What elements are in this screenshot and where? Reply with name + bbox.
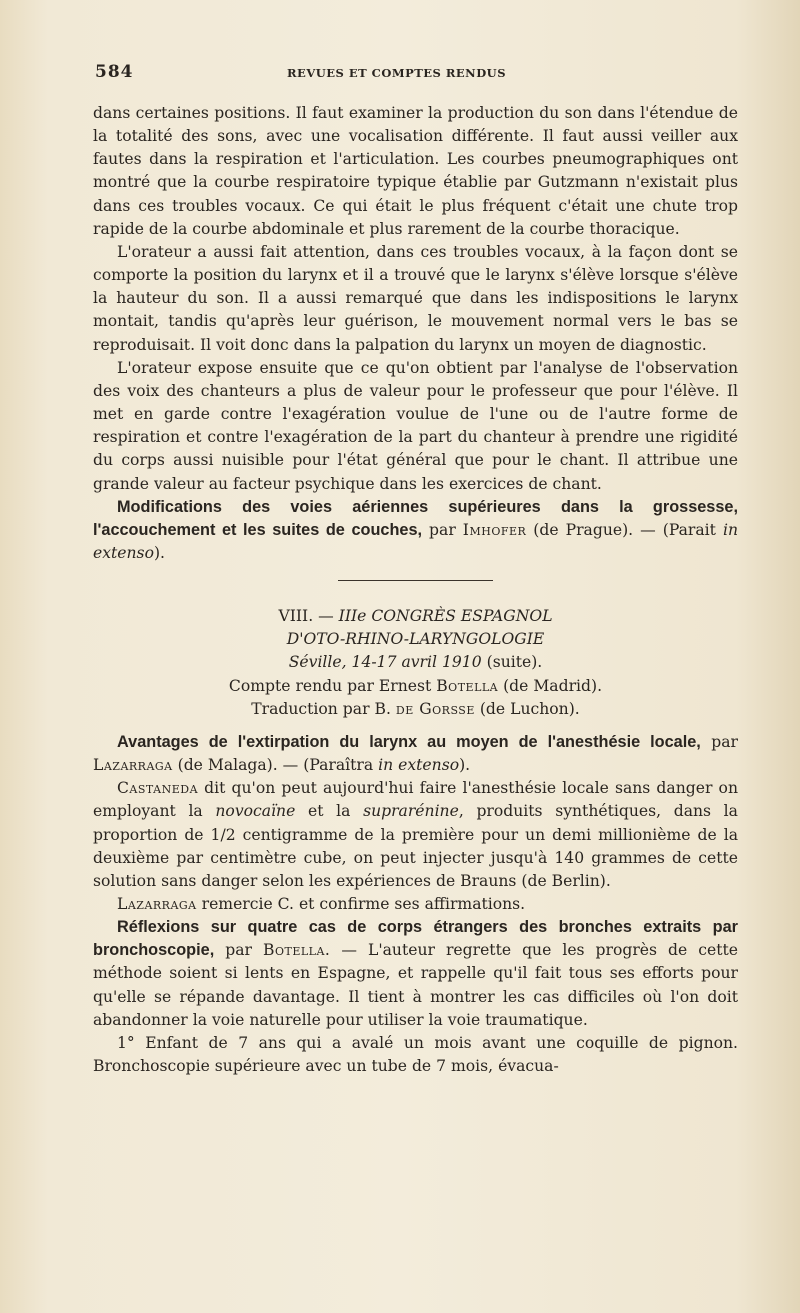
congress-dates: Séville, 14-17 avril 1910: [288, 653, 482, 672]
paper-title: Réflexions sur quatre cas de corps étrangers des bronches extraits par bronchoscopie,: [93, 918, 738, 960]
paper-entry: Avantages de l'extirpation du larynx au moyen de l'anesthésie locale, par Lazarraga (de Malaga). — (Paraîtra in extenso).: [93, 732, 738, 775]
author-name: Botella.: [263, 941, 331, 960]
paper-entry: Réflexions sur quatre cas de corps étrangers des bronches extraits par bronchoscopie, par Botella. — L'auteur regrette que les progrès de cette méthode soient si lents en Espagne, et rappelle qu'il fait tous ses efforts pour qu'elle se répande davantage. Il tient à montrer les cas difficiles où l'on doit abandonner la voie naturelle pour utiliser la voie traumatique.: [93, 918, 738, 1029]
author-name: Lazarraga: [93, 756, 173, 775]
author-name: Lazarraga: [117, 895, 197, 913]
section-heading: VIII. — IIIe CONGRÈS ESPAGNOL D'OTO-RHINO-LARYNGOLOGIE Séville, 14-17 avril 1910 (suite). Compte rendu par Ernest Botella (de Madrid). Traduction par B. de Gorsse (de Luchon).: [93, 605, 738, 721]
paper-title: Modifications des voies aériennes supérieures dans la grossesse, l'accouchement et les suites de couches,: [93, 497, 738, 539]
paragraph: 1° Enfant de 7 ans qui a avalé un mois avant une coquille de pignon. Bronchoscopie supérieure avec un tube de 7 mois, évacua-: [93, 1033, 738, 1076]
paper-title: Avantages de l'extirpation du larynx au moyen de l'anesthésie locale,: [117, 732, 701, 751]
paragraph: Lazarraga remercie C. et confirme ses affirmations.: [117, 895, 526, 913]
author-name: Castaneda: [117, 779, 199, 798]
article-body: [93, 102, 738, 1078]
section-divider: [338, 580, 493, 581]
congress-subtitle: D'OTO-RHINO-LARYNGOLOGIE: [286, 630, 545, 649]
paragraph: L'orateur a aussi fait attention, dans ces troubles vocaux, à la façon dont se comporte la position du larynx et il a trouvé que le larynx s'élève lorsque s'élève la hauteur du son. Il a aussi remarqué que dans les indispositions le larynx montait, tandis qu'après leur guérison, le mouvement normal vers le bas se reproduisait. Il voit donc dans la palpation du larynx un moyen de diagnostic.: [93, 242, 738, 354]
author-name: Botella: [436, 676, 499, 695]
author-name: Imhofer: [462, 520, 527, 539]
congress-title: IIIe CONGRÈS ESPAGNOL: [338, 607, 553, 626]
running-title: REVUES ET COMPTES RENDUS: [287, 66, 506, 80]
translator-name: de Gorsse: [395, 699, 475, 718]
paragraph: Castaneda dit qu'on peut aujourd'hui faire l'anesthésie locale sans danger on employant la novocaïne et la suprarénine, produits synthétiques, dans la proportion de 1/2 centigramme de la première pour un demi millionième de la deuxième par centimètre cube, on peut injecter jusqu'à 140 grammes de cette solution sans danger selon les expériences de Brauns (de Berlin).: [93, 779, 738, 890]
paragraph: L'orateur expose ensuite que ce qu'on obtient par l'analyse de l'observation des voix des chanteurs a plus de valeur pour le professeur que pour l'élève. Il met en garde contre l'exagération voulue de l'une ou de l'autre forme de respiration et contre l'exagération de la part du chanteur à prendre une rigidité du corps aussi nuisible pour l'état général que pour le chant. Il attribue une grande valeur au facteur psychique dans les exercices de chant.: [93, 358, 738, 493]
paper-entry: Modifications des voies aériennes supérieures dans la grossesse, l'accouchement et les suites de couches, par Imhofer (de Prague). — (Parait in extenso).: [93, 497, 738, 562]
paragraph: dans certaines positions. Il faut examiner la production du son dans l'étendue de la totalité des sons, avec une vocalisation différente. Il faut aussi veiller aux fautes dans la respiration et l'articulation. Les courbes pneumographiques ont montré que la courbe respiratoire typique établie par Gutzmann n'existait plus dans ces troubles vocaux. Ce qui était le plus fréquent c'était une chute trop rapide de la courbe abdominale et plus rarement de la courbe thoracique.: [93, 104, 738, 238]
page-header: [95, 62, 735, 86]
page-number: 584: [95, 62, 134, 82]
